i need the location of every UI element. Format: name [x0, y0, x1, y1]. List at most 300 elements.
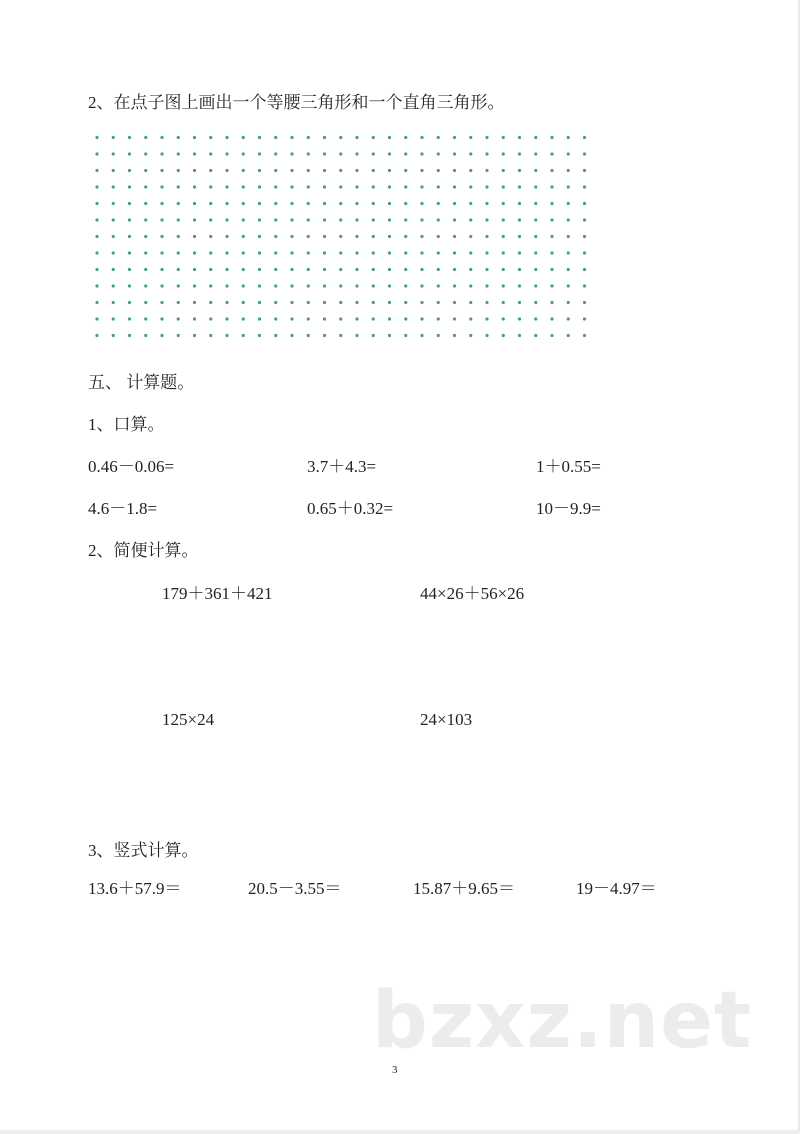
grid-dot[interactable]	[258, 334, 261, 337]
grid-dot[interactable]	[339, 185, 342, 188]
grid-dot[interactable]	[453, 218, 456, 221]
grid-dot[interactable]	[420, 251, 423, 254]
grid-dot[interactable]	[485, 301, 488, 304]
grid-dot[interactable]	[112, 251, 115, 254]
grid-dot[interactable]	[502, 301, 505, 304]
grid-dot[interactable]	[388, 317, 391, 320]
grid-dot[interactable]	[453, 152, 456, 155]
grid-dot[interactable]	[550, 185, 553, 188]
grid-dot[interactable]	[388, 251, 391, 254]
grid-dot[interactable]	[437, 268, 440, 271]
grid-dot[interactable]	[420, 268, 423, 271]
grid-dot[interactable]	[258, 202, 261, 205]
grid-dot[interactable]	[372, 235, 375, 238]
grid-dot[interactable]	[502, 268, 505, 271]
grid-dot[interactable]	[404, 251, 407, 254]
grid-dot[interactable]	[518, 268, 521, 271]
grid-dot[interactable]	[209, 235, 212, 238]
grid-dot[interactable]	[307, 152, 310, 155]
grid-dot[interactable]	[485, 284, 488, 287]
grid-dot[interactable]	[274, 202, 277, 205]
grid-dot[interactable]	[242, 169, 245, 172]
grid-dot[interactable]	[567, 301, 570, 304]
grid-dot[interactable]	[144, 169, 147, 172]
grid-dot[interactable]	[453, 169, 456, 172]
grid-dot[interactable]	[323, 317, 326, 320]
grid-dot[interactable]	[290, 136, 293, 139]
grid-dot[interactable]	[144, 202, 147, 205]
grid-dot[interactable]	[567, 284, 570, 287]
grid-dot[interactable]	[372, 251, 375, 254]
grid-dot[interactable]	[128, 284, 131, 287]
grid-dot[interactable]	[242, 218, 245, 221]
grid-dot[interactable]	[242, 235, 245, 238]
grid-dot[interactable]	[290, 251, 293, 254]
grid-dot[interactable]	[274, 268, 277, 271]
grid-dot[interactable]	[534, 185, 537, 188]
grid-dot[interactable]	[225, 251, 228, 254]
grid-dot[interactable]	[469, 334, 472, 337]
grid-dot[interactable]	[355, 268, 358, 271]
grid-dot[interactable]	[355, 185, 358, 188]
grid-dot[interactable]	[420, 235, 423, 238]
grid-dot[interactable]	[518, 284, 521, 287]
grid-dot[interactable]	[485, 218, 488, 221]
grid-dot[interactable]	[469, 218, 472, 221]
grid-dot[interactable]	[420, 301, 423, 304]
grid-dot[interactable]	[209, 301, 212, 304]
grid-dot[interactable]	[323, 218, 326, 221]
grid-dot[interactable]	[290, 218, 293, 221]
grid-dot[interactable]	[323, 251, 326, 254]
grid-dot[interactable]	[518, 185, 521, 188]
grid-dot[interactable]	[274, 251, 277, 254]
grid-dot[interactable]	[469, 185, 472, 188]
grid-dot[interactable]	[355, 284, 358, 287]
grid-dot[interactable]	[404, 268, 407, 271]
grid-dot[interactable]	[420, 136, 423, 139]
grid-dot[interactable]	[323, 284, 326, 287]
grid-dot[interactable]	[388, 235, 391, 238]
grid-dot[interactable]	[502, 251, 505, 254]
grid-dot[interactable]	[307, 202, 310, 205]
grid-dot[interactable]	[420, 218, 423, 221]
grid-dot[interactable]	[144, 284, 147, 287]
grid-dot[interactable]	[209, 251, 212, 254]
grid-dot[interactable]	[355, 136, 358, 139]
grid-dot[interactable]	[388, 284, 391, 287]
grid-dot[interactable]	[339, 334, 342, 337]
grid-dot[interactable]	[112, 317, 115, 320]
grid-dot[interactable]	[177, 268, 180, 271]
grid-dot[interactable]	[193, 136, 196, 139]
grid-dot[interactable]	[355, 235, 358, 238]
grid-dot[interactable]	[453, 185, 456, 188]
grid-dot[interactable]	[258, 317, 261, 320]
grid-dot[interactable]	[420, 202, 423, 205]
grid-dot[interactable]	[453, 301, 456, 304]
grid-dot[interactable]	[518, 334, 521, 337]
grid-dot[interactable]	[323, 301, 326, 304]
grid-dot[interactable]	[583, 136, 586, 139]
grid-dot[interactable]	[583, 268, 586, 271]
grid-dot[interactable]	[209, 185, 212, 188]
grid-dot[interactable]	[144, 334, 147, 337]
grid-dot[interactable]	[339, 235, 342, 238]
grid-dot[interactable]	[518, 136, 521, 139]
grid-dot[interactable]	[193, 235, 196, 238]
grid-dot[interactable]	[550, 136, 553, 139]
grid-dot[interactable]	[550, 251, 553, 254]
grid-dot[interactable]	[404, 334, 407, 337]
grid-dot[interactable]	[290, 235, 293, 238]
grid-dot[interactable]	[518, 317, 521, 320]
grid-dot[interactable]	[469, 251, 472, 254]
grid-dot[interactable]	[290, 334, 293, 337]
grid-dot[interactable]	[323, 185, 326, 188]
grid-dot[interactable]	[144, 152, 147, 155]
grid-dot[interactable]	[128, 251, 131, 254]
grid-dot[interactable]	[420, 152, 423, 155]
grid-dot[interactable]	[567, 235, 570, 238]
grid-dot[interactable]	[567, 251, 570, 254]
grid-dot[interactable]	[144, 136, 147, 139]
grid-dot[interactable]	[567, 152, 570, 155]
grid-dot[interactable]	[177, 235, 180, 238]
grid-dot[interactable]	[274, 284, 277, 287]
grid-dot[interactable]	[518, 251, 521, 254]
grid-dot[interactable]	[290, 185, 293, 188]
grid-dot[interactable]	[144, 301, 147, 304]
grid-dot[interactable]	[339, 169, 342, 172]
grid-dot[interactable]	[95, 317, 98, 320]
grid-dot[interactable]	[518, 218, 521, 221]
grid-dot[interactable]	[307, 169, 310, 172]
grid-dot[interactable]	[355, 334, 358, 337]
grid-dot[interactable]	[242, 317, 245, 320]
grid-dot[interactable]	[160, 136, 163, 139]
grid-dot[interactable]	[128, 317, 131, 320]
grid-dot[interactable]	[404, 152, 407, 155]
grid-dot[interactable]	[193, 202, 196, 205]
grid-dot[interactable]	[225, 235, 228, 238]
grid-dot[interactable]	[469, 317, 472, 320]
grid-dot[interactable]	[242, 152, 245, 155]
grid-dot[interactable]	[534, 317, 537, 320]
grid-dot[interactable]	[242, 202, 245, 205]
grid-dot[interactable]	[225, 284, 228, 287]
grid-dot[interactable]	[258, 152, 261, 155]
grid-dot[interactable]	[502, 202, 505, 205]
grid-dot[interactable]	[372, 268, 375, 271]
grid-dot[interactable]	[502, 235, 505, 238]
grid-dot[interactable]	[209, 284, 212, 287]
grid-dot[interactable]	[209, 136, 212, 139]
grid-dot[interactable]	[307, 185, 310, 188]
grid-dot[interactable]	[112, 218, 115, 221]
grid-dot[interactable]	[242, 268, 245, 271]
grid-dot[interactable]	[485, 136, 488, 139]
grid-dot[interactable]	[550, 235, 553, 238]
grid-dot[interactable]	[469, 152, 472, 155]
grid-dot[interactable]	[307, 301, 310, 304]
grid-dot[interactable]	[437, 202, 440, 205]
grid-dot[interactable]	[112, 268, 115, 271]
grid-dot[interactable]	[95, 136, 98, 139]
grid-dot[interactable]	[550, 284, 553, 287]
grid-dot[interactable]	[95, 268, 98, 271]
grid-dot[interactable]	[388, 301, 391, 304]
grid-dot[interactable]	[160, 218, 163, 221]
grid-dot[interactable]	[160, 334, 163, 337]
grid-dot[interactable]	[144, 218, 147, 221]
grid-dot[interactable]	[323, 235, 326, 238]
grid-dot[interactable]	[502, 317, 505, 320]
grid-dot[interactable]	[485, 251, 488, 254]
grid-dot[interactable]	[388, 152, 391, 155]
grid-dot[interactable]	[404, 185, 407, 188]
grid-dot[interactable]	[583, 152, 586, 155]
grid-dot[interactable]	[437, 136, 440, 139]
grid-dot[interactable]	[339, 284, 342, 287]
grid-dot[interactable]	[485, 152, 488, 155]
grid-dot[interactable]	[160, 317, 163, 320]
grid-dot[interactable]	[242, 284, 245, 287]
grid-dot[interactable]	[258, 251, 261, 254]
grid-dot[interactable]	[453, 334, 456, 337]
grid-dot[interactable]	[95, 235, 98, 238]
grid-dot[interactable]	[372, 284, 375, 287]
grid-dot[interactable]	[453, 136, 456, 139]
grid-dot[interactable]	[355, 218, 358, 221]
grid-dot[interactable]	[372, 317, 375, 320]
grid-dot[interactable]	[193, 334, 196, 337]
grid-dot[interactable]	[404, 317, 407, 320]
grid-dot[interactable]	[420, 317, 423, 320]
grid-dot[interactable]	[437, 152, 440, 155]
grid-dot[interactable]	[193, 317, 196, 320]
grid-dot[interactable]	[290, 169, 293, 172]
grid-dot[interactable]	[502, 136, 505, 139]
grid-dot[interactable]	[290, 301, 293, 304]
grid-dot[interactable]	[388, 334, 391, 337]
grid-dot[interactable]	[583, 334, 586, 337]
grid-dot[interactable]	[177, 202, 180, 205]
grid-dot[interactable]	[372, 301, 375, 304]
grid-dot[interactable]	[193, 284, 196, 287]
grid-dot[interactable]	[518, 152, 521, 155]
grid-dot[interactable]	[485, 202, 488, 205]
dot-grid[interactable]	[0, 0, 800, 360]
grid-dot[interactable]	[160, 152, 163, 155]
grid-dot[interactable]	[372, 185, 375, 188]
grid-dot[interactable]	[323, 136, 326, 139]
grid-dot[interactable]	[502, 152, 505, 155]
grid-dot[interactable]	[339, 218, 342, 221]
grid-dot[interactable]	[128, 235, 131, 238]
grid-dot[interactable]	[290, 317, 293, 320]
grid-dot[interactable]	[583, 317, 586, 320]
grid-dot[interactable]	[144, 268, 147, 271]
grid-dot[interactable]	[242, 136, 245, 139]
grid-dot[interactable]	[567, 334, 570, 337]
grid-dot[interactable]	[388, 202, 391, 205]
grid-dot[interactable]	[225, 136, 228, 139]
grid-dot[interactable]	[242, 185, 245, 188]
grid-dot[interactable]	[550, 334, 553, 337]
grid-dot[interactable]	[95, 218, 98, 221]
grid-dot[interactable]	[323, 268, 326, 271]
grid-dot[interactable]	[420, 185, 423, 188]
grid-dot[interactable]	[112, 185, 115, 188]
grid-dot[interactable]	[225, 202, 228, 205]
grid-dot[interactable]	[258, 169, 261, 172]
grid-dot[interactable]	[242, 251, 245, 254]
grid-dot[interactable]	[339, 152, 342, 155]
grid-dot[interactable]	[534, 268, 537, 271]
grid-dot[interactable]	[534, 301, 537, 304]
grid-dot[interactable]	[225, 268, 228, 271]
grid-dot[interactable]	[128, 152, 131, 155]
grid-dot[interactable]	[225, 334, 228, 337]
grid-dot[interactable]	[583, 301, 586, 304]
grid-dot[interactable]	[307, 284, 310, 287]
grid-dot[interactable]	[339, 317, 342, 320]
grid-dot[interactable]	[339, 251, 342, 254]
grid-dot[interactable]	[323, 169, 326, 172]
grid-dot[interactable]	[112, 284, 115, 287]
grid-dot[interactable]	[453, 317, 456, 320]
grid-dot[interactable]	[193, 268, 196, 271]
grid-dot[interactable]	[225, 301, 228, 304]
grid-dot[interactable]	[112, 136, 115, 139]
grid-dot[interactable]	[258, 301, 261, 304]
grid-dot[interactable]	[160, 185, 163, 188]
grid-dot[interactable]	[258, 185, 261, 188]
grid-dot[interactable]	[193, 152, 196, 155]
grid-dot[interactable]	[388, 136, 391, 139]
grid-dot[interactable]	[258, 235, 261, 238]
grid-dot[interactable]	[112, 152, 115, 155]
grid-dot[interactable]	[177, 136, 180, 139]
grid-dot[interactable]	[160, 169, 163, 172]
grid-dot[interactable]	[502, 185, 505, 188]
grid-dot[interactable]	[372, 152, 375, 155]
grid-dot[interactable]	[225, 185, 228, 188]
grid-dot[interactable]	[372, 334, 375, 337]
grid-dot[interactable]	[112, 202, 115, 205]
grid-dot[interactable]	[583, 218, 586, 221]
grid-dot[interactable]	[469, 202, 472, 205]
grid-dot[interactable]	[209, 152, 212, 155]
grid-dot[interactable]	[550, 301, 553, 304]
grid-dot[interactable]	[567, 202, 570, 205]
grid-dot[interactable]	[112, 334, 115, 337]
grid-dot[interactable]	[453, 284, 456, 287]
grid-dot[interactable]	[95, 301, 98, 304]
grid-dot[interactable]	[225, 218, 228, 221]
grid-dot[interactable]	[307, 334, 310, 337]
grid-dot[interactable]	[567, 268, 570, 271]
grid-dot[interactable]	[177, 218, 180, 221]
grid-dot[interactable]	[420, 169, 423, 172]
grid-dot[interactable]	[112, 301, 115, 304]
grid-dot[interactable]	[469, 169, 472, 172]
grid-dot[interactable]	[160, 202, 163, 205]
grid-dot[interactable]	[160, 268, 163, 271]
grid-dot[interactable]	[404, 301, 407, 304]
grid-dot[interactable]	[339, 301, 342, 304]
grid-dot[interactable]	[485, 268, 488, 271]
grid-dot[interactable]	[323, 334, 326, 337]
grid-dot[interactable]	[518, 169, 521, 172]
grid-dot[interactable]	[307, 251, 310, 254]
grid-dot[interactable]	[583, 185, 586, 188]
grid-dot[interactable]	[177, 301, 180, 304]
grid-dot[interactable]	[177, 169, 180, 172]
grid-dot[interactable]	[339, 202, 342, 205]
grid-dot[interactable]	[160, 284, 163, 287]
grid-dot[interactable]	[502, 334, 505, 337]
grid-dot[interactable]	[274, 301, 277, 304]
grid-dot[interactable]	[485, 169, 488, 172]
grid-dot[interactable]	[469, 268, 472, 271]
grid-dot[interactable]	[307, 268, 310, 271]
grid-dot[interactable]	[209, 169, 212, 172]
grid-dot[interactable]	[274, 169, 277, 172]
grid-dot[interactable]	[453, 268, 456, 271]
grid-dot[interactable]	[290, 268, 293, 271]
grid-dot[interactable]	[258, 218, 261, 221]
grid-dot[interactable]	[372, 202, 375, 205]
grid-dot[interactable]	[193, 301, 196, 304]
grid-dot[interactable]	[177, 317, 180, 320]
grid-dot[interactable]	[388, 185, 391, 188]
grid-dot[interactable]	[128, 136, 131, 139]
grid-dot[interactable]	[550, 169, 553, 172]
grid-dot[interactable]	[242, 301, 245, 304]
grid-dot[interactable]	[355, 251, 358, 254]
grid-dot[interactable]	[95, 152, 98, 155]
grid-dot[interactable]	[583, 235, 586, 238]
grid-dot[interactable]	[307, 218, 310, 221]
grid-dot[interactable]	[209, 334, 212, 337]
grid-dot[interactable]	[112, 235, 115, 238]
grid-dot[interactable]	[372, 218, 375, 221]
grid-dot[interactable]	[225, 169, 228, 172]
grid-dot[interactable]	[534, 218, 537, 221]
grid-dot[interactable]	[128, 301, 131, 304]
grid-dot[interactable]	[274, 334, 277, 337]
grid-dot[interactable]	[583, 284, 586, 287]
grid-dot[interactable]	[95, 284, 98, 287]
grid-dot[interactable]	[518, 202, 521, 205]
grid-dot[interactable]	[209, 268, 212, 271]
grid-dot[interactable]	[437, 218, 440, 221]
grid-dot[interactable]	[437, 235, 440, 238]
grid-dot[interactable]	[567, 218, 570, 221]
grid-dot[interactable]	[404, 284, 407, 287]
grid-dot[interactable]	[144, 235, 147, 238]
grid-dot[interactable]	[258, 284, 261, 287]
grid-dot[interactable]	[518, 301, 521, 304]
grid-dot[interactable]	[437, 251, 440, 254]
grid-dot[interactable]	[274, 152, 277, 155]
grid-dot[interactable]	[128, 268, 131, 271]
grid-dot[interactable]	[485, 235, 488, 238]
grid-dot[interactable]	[469, 136, 472, 139]
grid-dot[interactable]	[388, 268, 391, 271]
